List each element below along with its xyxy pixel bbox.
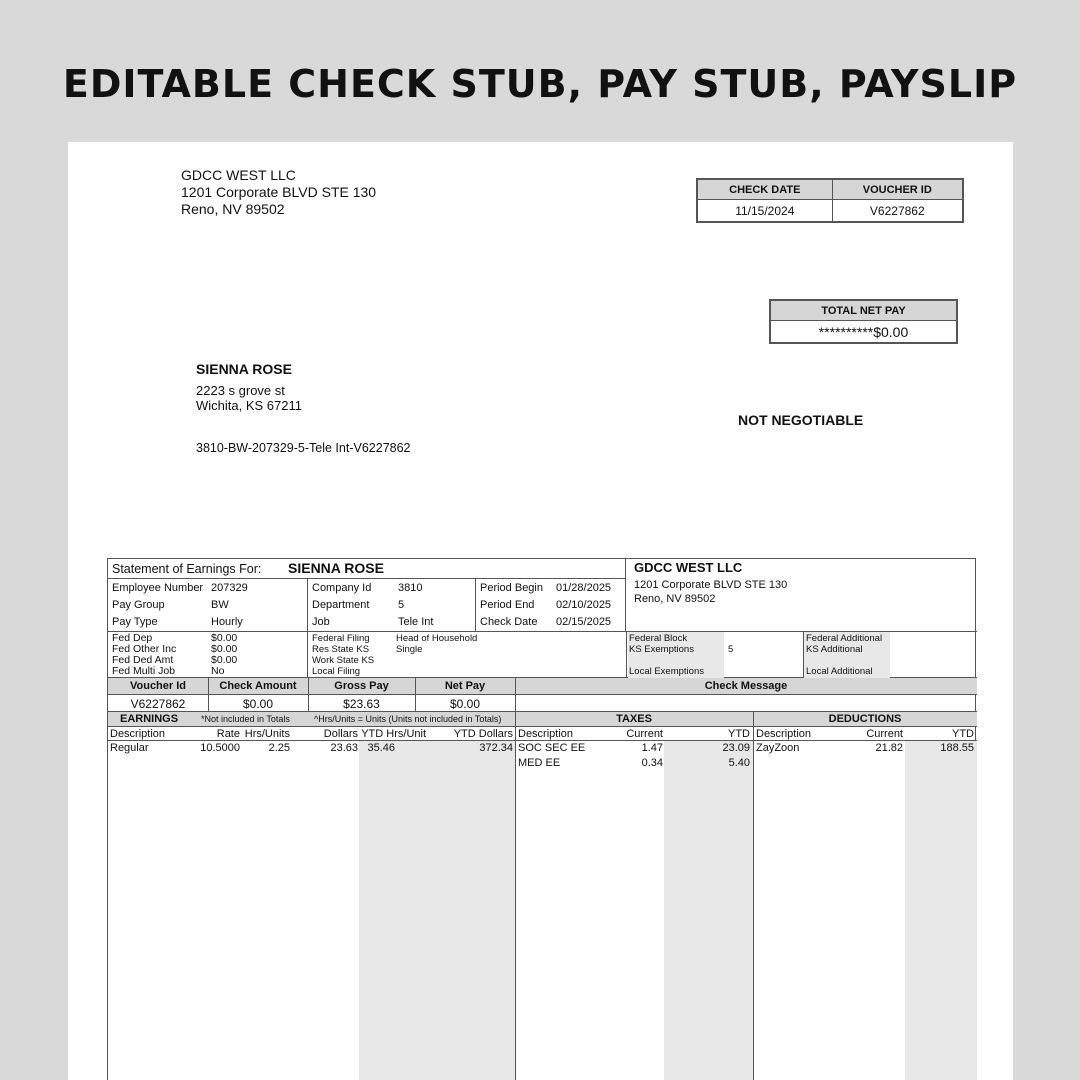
federal-additional-label: Federal Additional: [806, 633, 883, 644]
earn-ytd-hrs: 35.46: [367, 742, 395, 754]
company-address-line1: 1201 Corporate BLVD STE 130: [181, 184, 377, 200]
ks-exemptions-label: KS Exemptions: [629, 644, 694, 655]
statement-company-address1: 1201 Corporate BLVD STE 130: [634, 579, 788, 591]
employee-number-value: 207329: [211, 582, 248, 594]
local-exemptions-label: Local Exemptions: [629, 666, 704, 677]
period-end-value: 02/10/2025: [556, 599, 612, 611]
check-stub-document: [68, 142, 1013, 1080]
earn-hrs-col: Hrs/Units: [244, 728, 290, 740]
earn-ytd-dollars: 372.34: [479, 742, 513, 754]
earnings-note-1: *Not included in Totals: [201, 714, 290, 724]
local-filing-label: Local Filing: [312, 666, 361, 677]
tax-desc-col: Description: [518, 728, 574, 740]
res-state-value: Single: [396, 644, 423, 655]
section-headers: [108, 712, 977, 727]
statement-of-earnings: [107, 558, 976, 1080]
check-date-label: CHECK DATE: [698, 180, 833, 200]
earnings-section-label: EARNINGS: [120, 713, 179, 725]
ded-ytd-col: YTD: [952, 728, 974, 740]
tax-ytd: 23.09: [722, 742, 750, 754]
payee-address-line1: 2223 s grove st: [196, 383, 285, 398]
statement-employee-name: SIENNA ROSE: [288, 560, 384, 576]
ded-ytd: 188.55: [940, 742, 974, 754]
federal-block-label: Federal Block: [629, 633, 688, 644]
employee-info-grid: [108, 579, 626, 632]
pay-type-label: Pay Type: [112, 616, 158, 628]
tax-current-col: Current: [626, 728, 663, 740]
summary-header: [108, 678, 977, 695]
voucher-id-col-label: Voucher Id: [129, 680, 187, 692]
statement-body: [108, 741, 977, 1080]
department-label: Department: [312, 599, 370, 611]
company-id-value: 3810: [398, 582, 423, 594]
earn-rate-col: Rate: [216, 728, 240, 740]
payee-name: SIENNA ROSE: [196, 361, 292, 377]
statement-label: Statement of Earnings For:: [112, 562, 262, 576]
summary-values: [108, 695, 977, 712]
earn-desc-col: Description: [110, 728, 166, 740]
ded-current: 21.82: [875, 742, 903, 754]
company-name: GDCC WEST LLC: [181, 167, 296, 183]
statement-header: [108, 559, 626, 579]
pay-group-label: Pay Group: [112, 599, 165, 611]
check-message-col-label: Check Message: [704, 680, 788, 692]
earn-ytd-hrs-col: YTD Hrs/Unit: [361, 728, 426, 740]
tax-ytd: 5.40: [728, 757, 750, 769]
check-date-voucher-box: [696, 178, 964, 223]
check-amount-col-label: Check Amount: [219, 680, 297, 692]
job-value: Tele Int: [398, 616, 434, 628]
earn-rate: 10.5000: [200, 742, 240, 754]
local-additional-label: Local Additional: [806, 666, 873, 677]
earn-hrs: 2.25: [268, 742, 290, 754]
statement-company-name: GDCC WEST LLC: [634, 560, 743, 575]
federal-filing-value: Head of Household: [396, 633, 478, 644]
payee-block: [196, 362, 302, 413]
ded-desc: ZayZoon: [756, 742, 800, 754]
earn-ytd-dollars-col: YTD Dollars: [453, 728, 513, 740]
company-address: [181, 167, 376, 218]
tax-ytd-col: YTD: [728, 728, 750, 740]
ks-additional-label: KS Additional: [806, 644, 863, 655]
pay-group-value: BW: [211, 599, 229, 611]
deductions-section-label: DEDUCTIONS: [828, 713, 902, 725]
check-date-value: 11/15/2024: [698, 200, 833, 222]
not-negotiable-label: NOT NEGOTIABLE: [738, 412, 864, 428]
pay-type-value: Hourly: [211, 616, 243, 628]
federal-filing-label: Federal Filing: [312, 633, 370, 644]
department-value: 5: [398, 599, 405, 611]
fed-multi-job-label: Fed Multi Job: [112, 665, 176, 677]
total-net-pay-label: TOTAL NET PAY: [771, 301, 957, 321]
tax-desc: SOC SEC EE: [518, 742, 586, 754]
voucher-id-col-value: V6227862: [130, 697, 186, 711]
total-net-pay-value: **********$0.00: [771, 321, 957, 343]
tax-desc: MED EE: [518, 757, 561, 769]
ks-exemptions-value: 5: [728, 644, 734, 655]
gross-pay-col-label: Gross Pay: [334, 680, 389, 692]
company-id-label: Company Id: [312, 582, 372, 594]
earn-desc: Regular: [110, 742, 149, 754]
period-begin-label: Period Begin: [480, 582, 543, 594]
routing-line: 3810-BW-207329-5-Tele Int-V6227862: [196, 441, 411, 455]
employee-number-label: Employee Number: [112, 582, 204, 594]
check-amount-col-value: $0.00: [242, 697, 274, 711]
statement-company-block: [626, 559, 977, 632]
column-headers: [108, 727, 977, 741]
tax-setup-grid: [108, 632, 977, 678]
earn-dollars-col: Dollars: [323, 728, 358, 740]
earnings-note-2: ^Hrs/Units = Units (Units not included in Totals): [314, 714, 502, 724]
net-pay-col-value: $0.00: [449, 697, 481, 711]
fed-other-inc-value: $0.00: [211, 643, 238, 655]
company-address-line2: Reno, NV 89502: [181, 201, 285, 217]
fed-other-inc-label: Fed Other Inc: [112, 643, 177, 655]
earn-dollars: 23.63: [330, 742, 358, 754]
ded-desc-col: Description: [756, 728, 812, 740]
taxes-section-label: TAXES: [616, 713, 652, 725]
gross-pay-col-value: $23.63: [343, 697, 380, 711]
fed-dep-value: $0.00: [211, 632, 238, 644]
period-begin-value: 01/28/2025: [556, 582, 612, 594]
res-state-label: Res State KS: [312, 644, 370, 655]
payee-address-line2: Wichita, KS 67211: [196, 398, 302, 413]
fed-dep-label: Fed Dep: [112, 632, 153, 644]
tax-current: 1.47: [641, 742, 663, 754]
check-date-label-2: Check Date: [480, 616, 538, 628]
job-label: Job: [312, 616, 330, 628]
ded-current-col: Current: [866, 728, 903, 740]
net-pay-col-label: Net Pay: [444, 680, 486, 692]
voucher-id-label: VOUCHER ID: [832, 180, 962, 200]
voucher-id-value: V6227862: [832, 200, 962, 222]
statement-company-address2: Reno, NV 89502: [634, 593, 716, 605]
banner-title: EDITABLE CHECK STUB, PAY STUB, PAYSLIP: [62, 62, 1018, 106]
total-net-pay-box: [769, 299, 958, 344]
fed-multi-job-value: No: [211, 665, 225, 677]
check-date-value-2: 02/15/2025: [556, 616, 612, 628]
tax-current: 0.34: [641, 757, 663, 769]
period-end-label: Period End: [480, 599, 535, 611]
fed-ded-amt-value: $0.00: [211, 654, 238, 666]
work-state-label: Work State KS: [312, 655, 375, 666]
fed-ded-amt-label: Fed Ded Amt: [112, 654, 174, 666]
